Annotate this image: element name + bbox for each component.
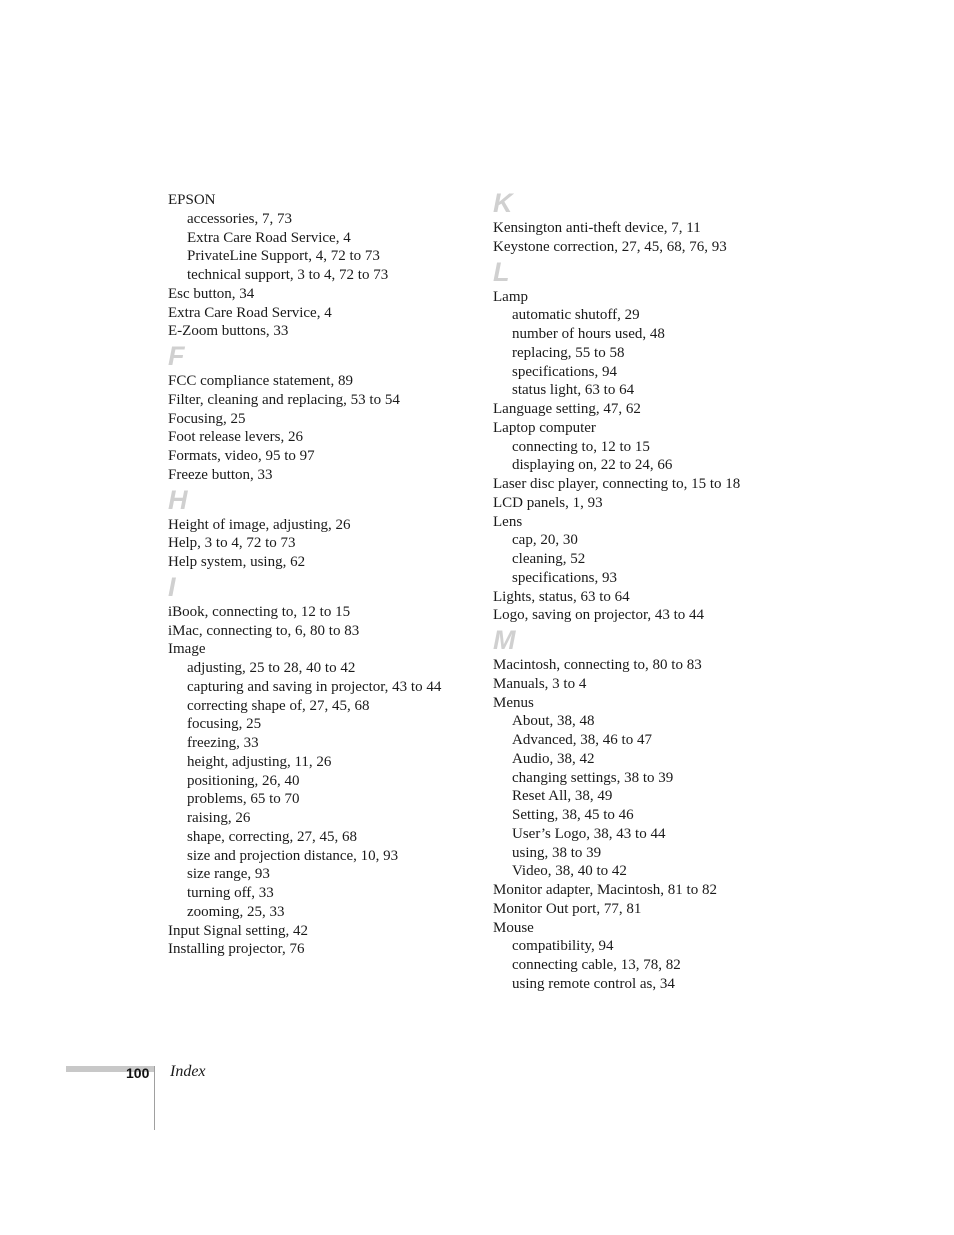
- index-subentry: number of hours used, 48: [512, 326, 665, 342]
- index-entry: Language setting, 47, 62: [493, 401, 641, 417]
- index-group: [493, 188, 823, 257]
- index-entry: Height of image, adjusting, 26: [168, 516, 351, 533]
- index-entry: Monitor Out port, 77, 81: [493, 900, 642, 917]
- index-group: [168, 191, 498, 341]
- section-letter: H: [168, 484, 188, 515]
- index-subentry: displaying on, 22 to 24, 66: [512, 457, 673, 474]
- index-entry: Lamp: [493, 288, 528, 305]
- index-entry: Image: [168, 641, 206, 658]
- index-entry: iBook, connecting to, 12 to 15: [168, 603, 351, 620]
- index-entry: Lights, status, 63 to 64: [493, 588, 630, 605]
- index-entry: Lens: [493, 513, 523, 530]
- index-subentry: shape, correcting, 27, 45, 68: [187, 828, 357, 845]
- index-subentry: raising, 26: [187, 810, 251, 826]
- index-entry: LCD panels, 1, 93: [493, 494, 603, 511]
- index-subentry: User’s Logo, 38, 43 to 44: [512, 825, 666, 842]
- index-subentry: size and projection distance, 10, 93: [187, 847, 399, 864]
- index-subentry: PrivateLine Support, 4, 72 to 73: [187, 248, 380, 265]
- index-subentry: Setting, 38, 45 to 46: [512, 807, 634, 823]
- index-entry: Menus: [493, 694, 534, 711]
- index-entry: Manuals, 3 to 4: [493, 675, 587, 692]
- footer-rule: [154, 1066, 155, 1130]
- index-entry: Monitor adapter, Macintosh, 81 to 82: [493, 882, 717, 898]
- index-subentry: turning off, 33: [187, 885, 274, 901]
- index-group: [493, 257, 823, 626]
- section-letter: L: [493, 256, 510, 287]
- section-letter: I: [168, 571, 176, 602]
- index-entry: Filter, cleaning and replacing, 53 to 54: [168, 391, 400, 408]
- index-entry: Mouse: [493, 919, 534, 936]
- index-subentry: Audio, 38, 42: [512, 750, 595, 767]
- index-subentry: correcting shape of, 27, 45, 68: [187, 697, 370, 714]
- index-subentry: zooming, 25, 33: [187, 903, 285, 920]
- index-subentry: using, 38 to 39: [512, 844, 602, 861]
- index-subentry: cleaning, 52: [512, 551, 586, 567]
- index-subentry: cap, 20, 30: [512, 532, 578, 549]
- index-entry: Logo, saving on projector, 43 to 44: [493, 607, 705, 624]
- index-entry: Freeze button, 33: [168, 466, 273, 483]
- index-entry: Help system, using, 62: [168, 554, 306, 570]
- index-subentry: Extra Care Road Service, 4: [187, 229, 351, 246]
- index-group: [168, 485, 498, 572]
- index-subentry: Advanced, 38, 46 to 47: [512, 732, 652, 748]
- section-letter: F: [168, 341, 185, 371]
- index-subentry: specifications, 93: [512, 569, 617, 586]
- index-entry: Keystone correction, 27, 45, 68, 76, 93: [493, 238, 727, 255]
- index-entry: Installing projector, 76: [168, 941, 305, 958]
- section-name: Index: [170, 1063, 206, 1080]
- section-letter: M: [493, 625, 516, 655]
- index-entry: Focusing, 25: [168, 410, 246, 427]
- index-entry: Esc button, 34: [168, 285, 255, 302]
- index-entry: Laser disc player, connecting to, 15 to 18: [493, 476, 741, 492]
- index-subentry: size range, 93: [187, 866, 270, 883]
- index-subentry: capturing and saving in projector, 43 to 44: [187, 678, 442, 695]
- index-subentry: Video, 38, 40 to 42: [512, 863, 627, 880]
- index-subentry: changing settings, 38 to 39: [512, 769, 674, 786]
- index-subentry: status light, 63 to 64: [512, 382, 635, 399]
- index-entry: Laptop computer: [493, 419, 596, 436]
- index-column-left: [168, 191, 498, 959]
- index-group: [168, 341, 498, 485]
- index-subentry: positioning, 26, 40: [187, 772, 300, 789]
- index-subentry: height, adjusting, 11, 26: [187, 753, 332, 770]
- index-entry: E-Zoom buttons, 33: [168, 323, 289, 340]
- page-number: 100: [126, 1065, 150, 1081]
- index-entry: Kensington anti-theft device, 7, 11: [493, 220, 701, 236]
- index-entry: Help, 3 to 4, 72 to 73: [168, 535, 296, 552]
- index-subentry: adjusting, 25 to 28, 40 to 42: [187, 660, 356, 676]
- index-subentry: using remote control as, 34: [512, 975, 675, 992]
- index-subentry: automatic shutoff, 29: [512, 307, 640, 324]
- index-column-right: [493, 188, 823, 994]
- index-entry: Formats, video, 95 to 97: [168, 448, 315, 464]
- index-subentry: Reset All, 38, 49: [512, 788, 613, 805]
- section-letter: K: [493, 188, 513, 218]
- index-group: [168, 572, 498, 959]
- index-entry: FCC compliance statement, 89: [168, 373, 353, 389]
- index-subentry: problems, 65 to 70: [187, 791, 300, 808]
- index-subentry: technical support, 3 to 4, 72 to 73: [187, 267, 389, 283]
- index-subentry: connecting cable, 13, 78, 82: [512, 957, 681, 973]
- index-subentry: About, 38, 48: [512, 713, 595, 730]
- index-entry: EPSON: [168, 192, 216, 208]
- index-subentry: connecting to, 12 to 15: [512, 438, 650, 455]
- index-subentry: accessories, 7, 73: [187, 210, 292, 227]
- index-entry: Foot release levers, 26: [168, 429, 303, 446]
- index-subentry: specifications, 94: [512, 363, 617, 380]
- index-subentry: replacing, 55 to 58: [512, 344, 625, 361]
- index-entry: Extra Care Road Service, 4: [168, 304, 332, 321]
- index-entry: Input Signal setting, 42: [168, 922, 308, 939]
- index-group: [493, 625, 823, 994]
- index-entry: iMac, connecting to, 6, 80 to 83: [168, 622, 360, 639]
- index-subentry: freezing, 33: [187, 735, 259, 751]
- index-subentry: compatibility, 94: [512, 938, 614, 955]
- index-subentry: focusing, 25: [187, 716, 262, 733]
- index-entry: Macintosh, connecting to, 80 to 83: [493, 657, 702, 673]
